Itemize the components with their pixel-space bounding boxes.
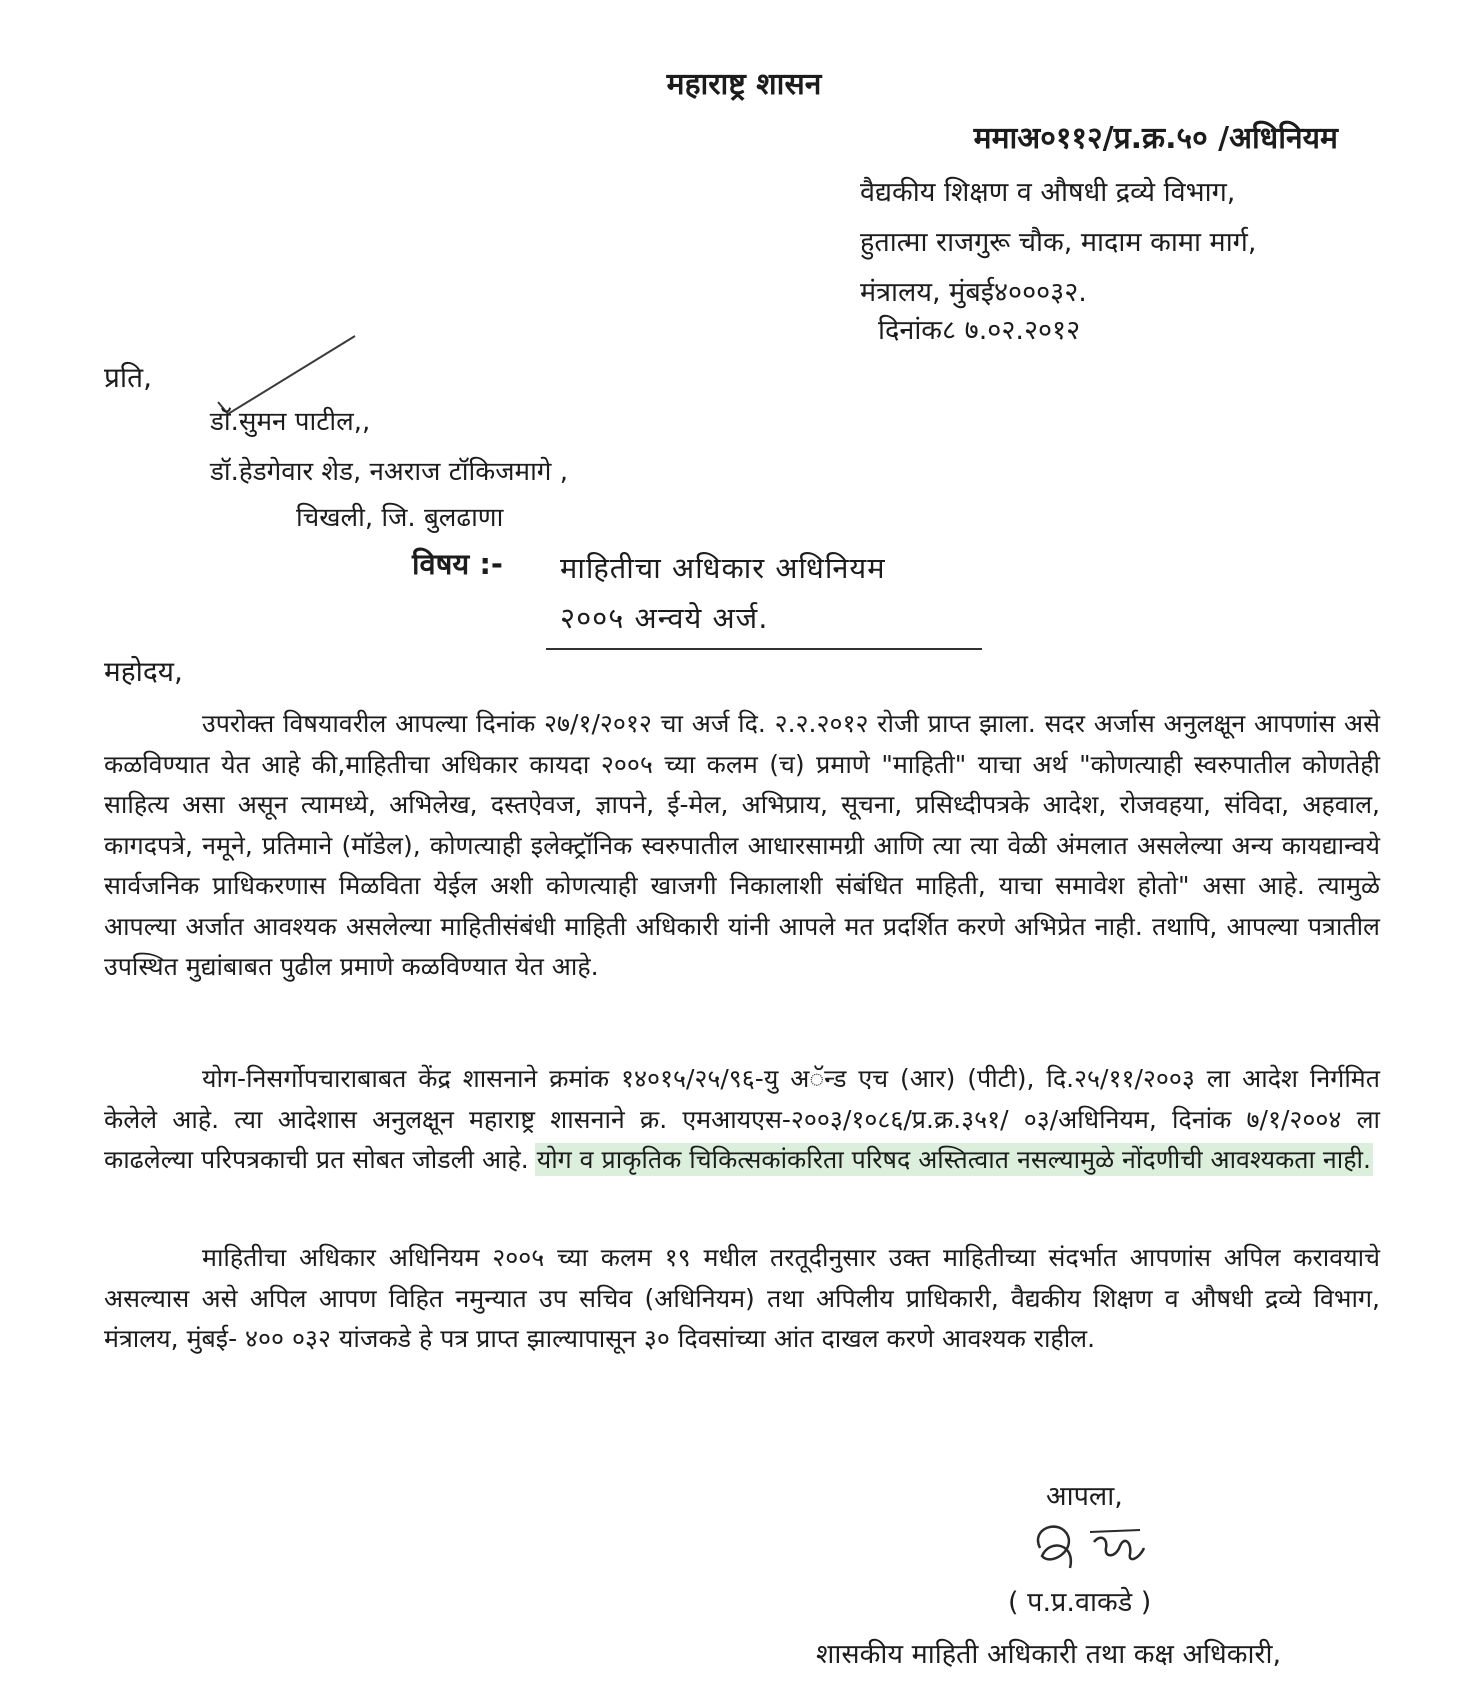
address-line-2: हुतात्मा राजगुरू चौक, मादाम कामा मार्ग, <box>860 227 1257 258</box>
letter-title: महाराष्ट्र शासन <box>666 67 822 102</box>
subject-line-2: २००५ अन्वये अर्ज. <box>560 601 769 635</box>
reference-number: ममाअ०११२/प्र.क्र.५० /अधिनियम <box>973 121 1338 156</box>
handwritten-signature-icon <box>1020 1508 1160 1578</box>
closing-yours: आपला, <box>1046 1481 1123 1512</box>
address-line-3: मंत्रालय, मुंबई४०००३२. <box>860 277 1087 308</box>
recipient-name: डॉ.सुमन पाटील,, <box>210 407 371 437</box>
recipient-address-line: डॉ.हेडगेवार शेड, नअराज टॉकिजमागे , <box>210 457 568 487</box>
subject-label: विषय :- <box>412 547 503 581</box>
highlighted-sentence: योग व प्राकृतिक चिकित्सकांकरिता परिषद अस्तित्वात नसल्यामुळे नोंदणीची आवश्यकता नाही. <box>536 1145 1371 1174</box>
address-line-1: वैद्यकीय शिक्षण व औषधी द्रव्ये विभाग, <box>860 177 1236 208</box>
paragraph-2 <box>104 1059 1380 1181</box>
to-label: प्रति, <box>104 361 153 394</box>
letter-date: दिनांक८ ७.०२.२०१२ <box>878 315 1081 346</box>
subject-underline <box>546 648 982 650</box>
paragraph-3: माहितीचा अधिकार अधिनियम २००५ च्या कलम १९ मधील तरतूदीनुसार उक्त माहितीच्या संदर्भात आपणांस अपिल करावयाचे असल्यास असे अपिल आपण विहित नमुन्यात उप सचिव (अधिनियम) तथा अपिलीय प्राधिकारी, वैद्यकीय शिक्षण व औषधी द्रव्ये विभाग, मंत्रालय, मुंबई- ४०० ०३२ यांजकडे हे पत्र प्राप्त झाल्यापासून ३० दिवसांच्या आंत दाखल करणे आवश्यक राहील. <box>104 1243 1380 1353</box>
salutation: महोदय, <box>104 655 183 688</box>
subject-line-1: माहितीचा अधिकार अधिनियम <box>560 551 886 585</box>
signatory-designation: शासकीय माहिती अधिकारी तथा कक्ष अधिकारी, <box>816 1639 1282 1670</box>
paragraph-1: उपरोक्त विषयावरील आपल्या दिनांक २७/१/२०१२ चा अर्ज दि. २.२.२०१२ रोजी प्राप्त झाला. सदर अर्जास अनुलक्षून आपणांस असे कळविण्यात येत आहे की,माहितीचा अधिकार कायदा २००५ च्या कलम (च) प्रमाणे "माहिती" याचा अर्थ "कोणत्याही स्वरुपातील कोणतेही साहित्य असा असून त्यामध्ये, अभिलेख, दस्तऐवज, ज्ञापने, ई-मेल, अभिप्राय, सूचना, प्रसिध्दीपत्रके आदेश, रोजवहया, संविदा, अहवाल, कागदपत्रे, नमूने, प्रतिमाने (मॉडेल), कोणत्याही इलेक्ट्रॉनिक स्वरुपातील आधारसामग्री आणि त्या त्या वेळी अंमलात असलेल्या अन्य कायद्यान्वये सार्वजनिक प्राधिकरणास मिळविता येईल अशी कोणत्याही खाजगी निकालाशी संबंधित माहिती, याचा समावेश होतो" असा आहे. त्यामुळे आपल्या अर्जात आवश्यक असलेल्या माहितीसंबंधी माहिती अधिकारी यांनी आपले मत प्रदर्शित करणे अभिप्रेत नाही. तथापि, आपल्या पत्रातील उपस्थित मुद्यांबाबत पुढील प्रमाणे कळविण्यात येत आहे. <box>104 709 1380 981</box>
paragraph-2-text: योग-निसर्गोपचाराबाबत केंद्र शासनाने क्रमांक १४०१५/२५/९६-यु अॅन्ड एच (आर) (पीटी), दि.२५/११/२००३ ला आदेश निर्गमित केलेले आहे. त्या आदेशास अनुलक्षून महाराष्ट्र शासनाने क्र. एमआयएस-२००३/१०८६/प्र.क्र.३५१/ ०३/अधिनियम, दिनांक ७/१/२००४ ला काढलेल्या परिपत्रकाची प्रत सोबत जोडली आहे. <box>104 1064 1380 1174</box>
signatory-name: ( प.प्र.वाकडे ) <box>1008 1587 1152 1618</box>
recipient-city: चिखली, जि. बुलढाणा <box>296 503 504 533</box>
